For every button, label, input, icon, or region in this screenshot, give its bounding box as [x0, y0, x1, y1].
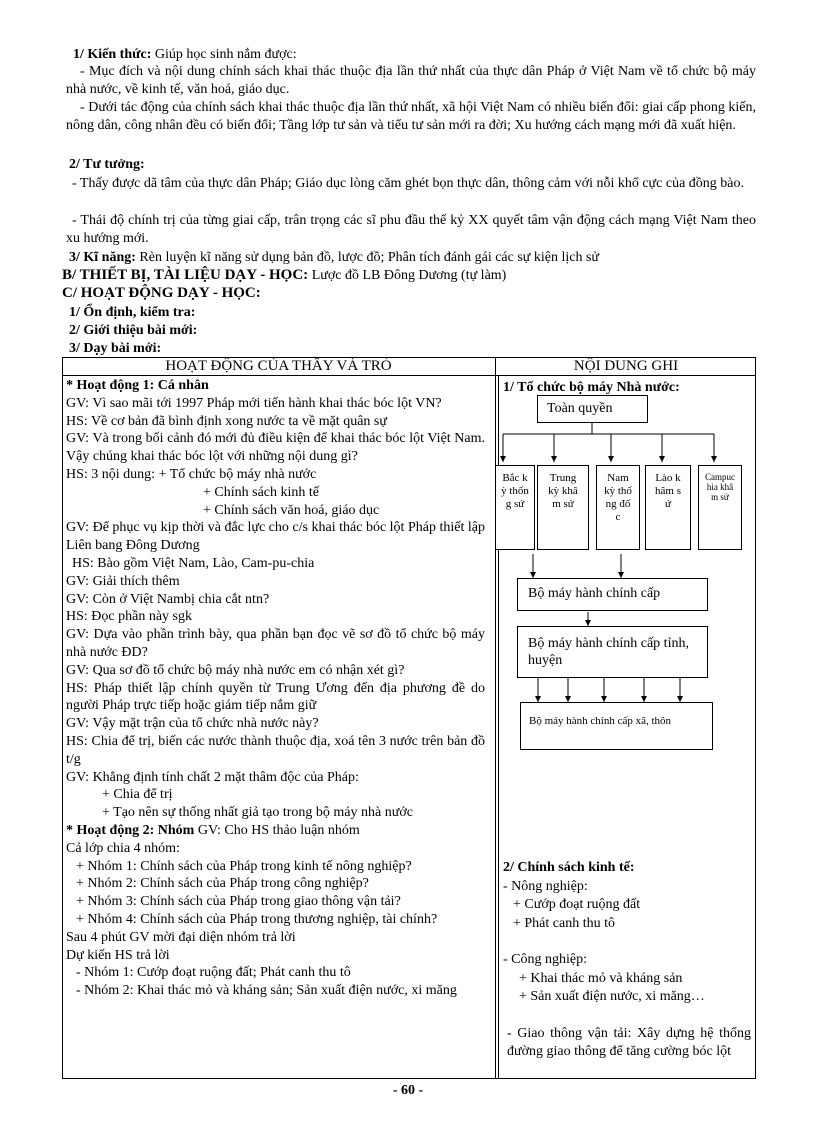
tu-tuong-p1-text: - Thấy được dã tâm của thực dân Pháp; Giáo dục lòng căm ghét bọn thực dân, thông cảm với nỗi khổ cực của đồng bào. — [72, 176, 744, 191]
left-line: GV: Giải thích thêm — [66, 573, 180, 589]
ki-nang-text: Rèn luyện kĩ năng sử dụng bản đồ, lược đồ; Phân tích đánh gái các sự kiện lịch sử — [139, 250, 600, 265]
org-level2-box — [698, 465, 742, 550]
right-spacer — [503, 933, 751, 951]
org-level2-box — [596, 465, 640, 550]
left-line: GV: Dựa vào phần trình bày, qua phần bạn đọc vẽ sơ đồ tổ chức bộ máy nhà nước ĐD? — [66, 627, 485, 660]
left-line: GV: Và trong bối cảnh đó mới đủ điều kiện để khai thác bóc lột Việt Nam. Vậy chúng khai thác bóc lột với những nội dung gì? — [66, 431, 485, 465]
left-line: GV: Vậy mặt trận của tổ chức nhà nước này? — [66, 716, 319, 732]
org-level2-box — [645, 465, 691, 550]
activity-2-text: GV: Cho HS thảo luận nhóm — [197, 822, 360, 838]
org-admin-box-2 — [517, 626, 708, 678]
right-column-economic — [503, 859, 751, 1062]
org-level2-box — [495, 465, 535, 550]
right-title-2: 2/ Chính sách kinh tế: — [503, 860, 635, 875]
kien-thuc-intro: Giúp học sinh nắm được: — [154, 47, 297, 62]
org-admin-label-2: Bộ máy hành chính cấp tỉnh, huyện — [528, 636, 689, 668]
left-line: HS: Chia để trị, biến các nước thành thuộc địa, xoá tên 3 nước trên bản đồ t/g — [66, 733, 485, 767]
left-line: Sau 4 phút GV mời đại diện nhóm trả lời — [66, 929, 296, 945]
left-line: + Nhóm 3: Chính sách của Pháp trong giao thông vận tải? — [76, 894, 401, 910]
left-line: - Nhóm 1: Cướp đoạt ruộng đất; Phát canh thu tô — [76, 965, 351, 981]
org-admin-box-3 — [520, 702, 713, 750]
right-line: + Cướp đoạt ruộng đất — [513, 897, 641, 912]
left-line: Dự kiến HS trả lời — [66, 947, 170, 963]
left-line: HS: 3 nội dung: + Tổ chức bộ máy nhà nước — [66, 466, 317, 482]
right-line: + Sản xuất điện nước, xi măng… — [519, 989, 705, 1004]
org-level2-label: Lào khâm sứ — [655, 472, 681, 510]
right-line: - Giao thông vận tải: Xây dựng hệ thống đường giao thông để tăng cường bóc lột — [507, 1025, 751, 1059]
left-line: GV: Vì sao mãi tới 1997 Pháp mới tiến hành khai thác bóc lột VN? — [66, 395, 442, 411]
left-line: HS: Đọc phần này sgk — [66, 609, 192, 625]
left-column — [66, 377, 485, 1000]
activity-2-label: * Hoạt động 2: Nhóm — [66, 822, 195, 838]
kien-thuc-p2-text: - Dưới tác động của chính sách khai thác thuộc địa lần thứ nhất, xã hội Việt Nam có nhiều biến đổi: giai cấp phong kiến, nông dân, công nhân đều có biến đổi; Tầng lớp tư sản và tiểu tư sản mới ra đời; Xu hướng cách mạng mới đã xuất hiện. — [66, 100, 756, 133]
org-level2-label: Bắc kỳ thống sứ — [501, 472, 529, 510]
section-b-text: Lược đồ LB Đông Dương (tự làm) — [311, 268, 507, 283]
right-spacer — [503, 1007, 751, 1025]
left-line: GV: Để phục vụ kịp thời và đắc lực cho c/s khai thác bóc lột Pháp thiết lập Liên bang Đông Dương — [66, 520, 485, 554]
left-line: + Nhóm 2: Chính sách của Pháp trong công nghiệp? — [76, 876, 369, 892]
kien-thuc-p1-text: - Mục đích và nội dung chính sách khai thác thuộc địa lần thứ nhất của thực dân Pháp ở Việt Nam về tổ chức bộ máy nhà nước, về kinh tế, văn hoá, giáo dục. — [66, 64, 756, 97]
org-chart-connectors — [496, 376, 756, 756]
right-line: - Công nghiệp: — [503, 952, 587, 967]
right-title-1: 1/ Tổ chức bộ máy Nhà nước: — [503, 380, 680, 395]
gioi-thieu-label: 2/ Giới thiệu bài mới: — [69, 323, 198, 338]
ki-nang-line — [69, 249, 599, 266]
page-number: - 60 - — [392, 1083, 424, 1098]
org-top-label: Toàn quyền — [547, 401, 613, 416]
section-b-line — [62, 267, 506, 284]
right-line: + Phát canh thu tô — [513, 915, 615, 931]
org-level2-label: Campuchia khâm sứ — [705, 472, 735, 502]
left-line: + Chia để trị — [102, 787, 173, 803]
left-line: - Nhóm 2: Khai thác mỏ và kháng sản; Sản xuất điện nước, xi măng — [76, 983, 457, 999]
org-admin-label-3: Bộ máy hành chính cấp xã, thôn — [529, 715, 672, 727]
left-line: HS: Pháp thiết lập chính quyền từ Trung Ương đến địa phương đề do người Pháp trực tiếp hoặc giám tiếp nắm giữ — [66, 680, 485, 714]
section-b-label: B/ THIẾT BỊ, TÀI LIỆU DẠY - HỌC: — [62, 267, 309, 283]
tu-tuong-p2-text: - Thái độ chính trị của từng giai cấp, trân trọng các sĩ phu đầu thế kỷ XX quyết tâm vận động cách mạng Việt Nam theo xu hướng mới. — [66, 213, 756, 246]
left-line: GV: Khẳng định tính chất 2 mặt thâm độc của Pháp: — [66, 769, 359, 785]
on-dinh-label: 1/ Ổn định, kiểm tra: — [69, 305, 196, 320]
org-level2-label: Trung kỳ khâm sứ — [548, 472, 578, 510]
activity-1-label: * Hoạt động 1: Cá nhân — [66, 378, 209, 393]
left-line: + Nhóm 4: Chính sách của Pháp trong thương nghiệp, tài chính? — [76, 911, 438, 927]
left-line: HS: Bào gồm Việt Nam, Lào, Cam-pu-chia — [72, 555, 315, 571]
activity-2-line — [66, 822, 485, 840]
kien-thuc-paragraph-1 — [66, 63, 756, 98]
tu-tuong-paragraph-1 — [66, 175, 756, 193]
kien-thuc-paragraph-2 — [66, 99, 756, 134]
left-line: Cả lớp chia 4 nhóm: — [66, 840, 180, 856]
right-line: + Khai thác mỏ và kháng sản — [519, 970, 683, 986]
day-bai-label: 3/ Dạy bài mới: — [69, 341, 162, 356]
right-column-header: NỘI DUNG GHI — [573, 358, 679, 374]
left-line: + Nhóm 1: Chính sách của Pháp trong kinh tế nông nghiệp? — [76, 858, 412, 874]
left-column-header: HOẠT ĐỘNG CỦA THẦY VÀ TRÒ — [165, 358, 392, 374]
right-line: - Nông nghiệp: — [503, 878, 588, 894]
org-level2-label: Nam kỳ thống đốc — [604, 472, 632, 523]
kien-thuc-label: 1/ Kiến thức: — [73, 47, 152, 62]
left-line: + Chính sách văn hoá, giáo dục — [203, 502, 380, 518]
org-admin-label-1: Bộ máy hành chính cấp — [528, 586, 661, 601]
left-line: + Tạo nên sự thống nhất giả tạo trong bộ máy nhà nước — [102, 805, 413, 821]
section-c-label: C/ HOẠT ĐỘNG DẠY - HỌC: — [62, 285, 261, 301]
left-line: GV: Qua sơ đồ tổ chức bộ máy nhà nước em có nhận xét gì? — [66, 662, 405, 678]
org-top-box — [537, 395, 648, 423]
ki-nang-label: 3/ Kĩ năng: — [69, 250, 136, 265]
left-line: + Chính sách kinh tế — [203, 484, 319, 500]
left-line: GV: Còn ở Việt Nambị chia cắt ntn? — [66, 591, 270, 607]
tu-tuong-label: 2/ Tư tưởng: — [69, 157, 145, 172]
tu-tuong-paragraph-2 — [66, 212, 756, 247]
org-admin-box-1 — [517, 578, 708, 611]
org-level2-box — [537, 465, 589, 550]
kien-thuc-block — [66, 46, 756, 64]
left-line: HS: Về cơ bản đã bình định xong nước ta về mặt quân sự — [66, 413, 387, 429]
